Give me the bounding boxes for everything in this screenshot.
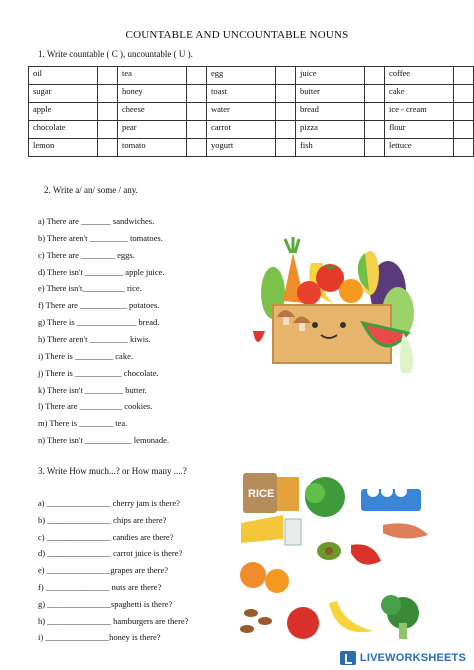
instruction-3: 3. Write How much...? or How many ....?	[38, 466, 187, 476]
exercise-item[interactable]: d) _______________ carrot juice is there?	[38, 548, 183, 559]
exercise-item[interactable]: g) There is ______________ bread.	[38, 317, 160, 328]
noun-cell: sugar	[29, 85, 98, 103]
groceries-illustration	[233, 463, 433, 648]
exercise-item[interactable]: a) _______________ cherry jam is there?	[38, 498, 180, 508]
nouns-row	[29, 67, 474, 85]
exercise-item[interactable]: e) There isn't__________ rice.	[38, 283, 142, 294]
answer-box[interactable]	[454, 67, 474, 85]
rice-bag-label: RICE	[248, 488, 275, 500]
noun-cell: toast	[207, 85, 276, 103]
answer-box[interactable]	[187, 67, 207, 85]
answer-box[interactable]	[98, 139, 118, 157]
noun-cell: butter	[296, 85, 365, 103]
exercise-item[interactable]: b) There aren't _________ tomatoes.	[38, 232, 163, 243]
noun-cell: pizza	[296, 121, 365, 139]
nouns-table	[28, 66, 474, 157]
exercise-item[interactable]: k) There isn't _________ butter.	[38, 384, 147, 395]
answer-box[interactable]	[98, 85, 118, 103]
noun-cell: carrot	[207, 121, 276, 139]
noun-cell: bread	[296, 103, 365, 121]
answer-box[interactable]	[276, 103, 296, 121]
exercise-item[interactable]: h) There aren't _________ kiwis.	[38, 333, 151, 344]
answer-box[interactable]	[187, 139, 207, 157]
exercise-item[interactable]: l) There are __________ cookies.	[38, 401, 153, 412]
answer-box[interactable]	[454, 85, 474, 103]
noun-cell: tomato	[118, 139, 187, 157]
exercise-item[interactable]: e) _______________grapes are there?	[38, 565, 169, 576]
exercise-item[interactable]: c) There are ________ eggs.	[38, 249, 135, 260]
exercise-item[interactable]: j) There is ___________ chocolate.	[38, 367, 159, 378]
noun-cell: honey	[118, 85, 187, 103]
exercise-item[interactable]: b) _______________ chips are there?	[38, 514, 167, 525]
answer-box[interactable]	[187, 121, 207, 139]
exercise-item[interactable]: i) _______________honey is there?	[38, 632, 161, 643]
answer-box[interactable]	[365, 139, 385, 157]
noun-cell: cheese	[118, 103, 187, 121]
noun-cell: ice - cream	[385, 103, 454, 121]
answer-box[interactable]	[98, 103, 118, 121]
exercise-item[interactable]: n) There isn't ___________ lemonade.	[38, 435, 169, 446]
answer-box[interactable]	[98, 121, 118, 139]
nouns-row	[29, 85, 474, 103]
footer	[340, 649, 466, 666]
answer-box[interactable]	[276, 139, 296, 157]
answer-box[interactable]	[98, 67, 118, 85]
answer-box[interactable]	[454, 121, 474, 139]
noun-cell: lettuce	[385, 139, 454, 157]
exercise-item[interactable]: h) _______________ hamburgers are there?	[38, 615, 189, 626]
exercise-item[interactable]: g) _______________spaghetti is there?	[38, 598, 173, 609]
noun-cell: egg	[207, 67, 276, 85]
instruction-1: 1. Write countable ( C ), uncountable ( U ).	[38, 49, 193, 59]
answer-box[interactable]	[365, 103, 385, 121]
noun-cell: cake	[385, 85, 454, 103]
exercise-item[interactable]: i) There is _________ cake.	[38, 350, 133, 361]
nouns-row	[29, 103, 474, 121]
noun-cell: yogurt	[207, 139, 276, 157]
exercise-item[interactable]: m) There is ________ tea.	[38, 418, 128, 429]
noun-cell: apple	[29, 103, 98, 121]
instruction-2: 2. Write a/ an/ some / any.	[44, 185, 138, 195]
footer-brand: LIVEWORKSHEETS	[359, 651, 466, 664]
liveworksheets-logo-icon	[340, 651, 356, 665]
vegetable-box-illustration	[233, 213, 428, 381]
noun-cell: flour	[385, 121, 454, 139]
answer-box[interactable]	[276, 67, 296, 85]
noun-cell: water	[207, 103, 276, 121]
answer-box[interactable]	[187, 85, 207, 103]
answer-box[interactable]	[187, 103, 207, 121]
answer-box[interactable]	[454, 103, 474, 121]
noun-cell: fish	[296, 139, 365, 157]
answer-box[interactable]	[365, 67, 385, 85]
noun-cell: lemon	[29, 139, 98, 157]
answer-box[interactable]	[276, 121, 296, 139]
exercise-item[interactable]: c) _______________ candies are there?	[38, 531, 174, 542]
noun-cell: chocolate	[29, 121, 98, 139]
noun-cell: juice	[296, 67, 365, 85]
exercise-item[interactable]: a) There are _______ sandwiches.	[38, 216, 155, 226]
answer-box[interactable]	[276, 85, 296, 103]
exercise-item[interactable]: f) _______________ nuts are there?	[38, 582, 162, 592]
nouns-row	[29, 139, 474, 157]
answer-box[interactable]	[365, 85, 385, 103]
answer-box[interactable]	[365, 121, 385, 139]
noun-cell: pear	[118, 121, 187, 139]
nouns-row	[29, 121, 474, 139]
page-title: COUNTABLE AND UNCOUNTABLE NOUNS	[125, 29, 349, 41]
answer-box[interactable]	[454, 139, 474, 157]
noun-cell: tea	[118, 67, 187, 85]
noun-cell: oil	[29, 67, 98, 85]
exercise-item[interactable]: d) There isn't _________ apple juice.	[38, 266, 165, 277]
noun-cell: coffee	[385, 67, 454, 85]
exercise-item[interactable]: f) There are ___________ potatoes.	[38, 300, 160, 311]
